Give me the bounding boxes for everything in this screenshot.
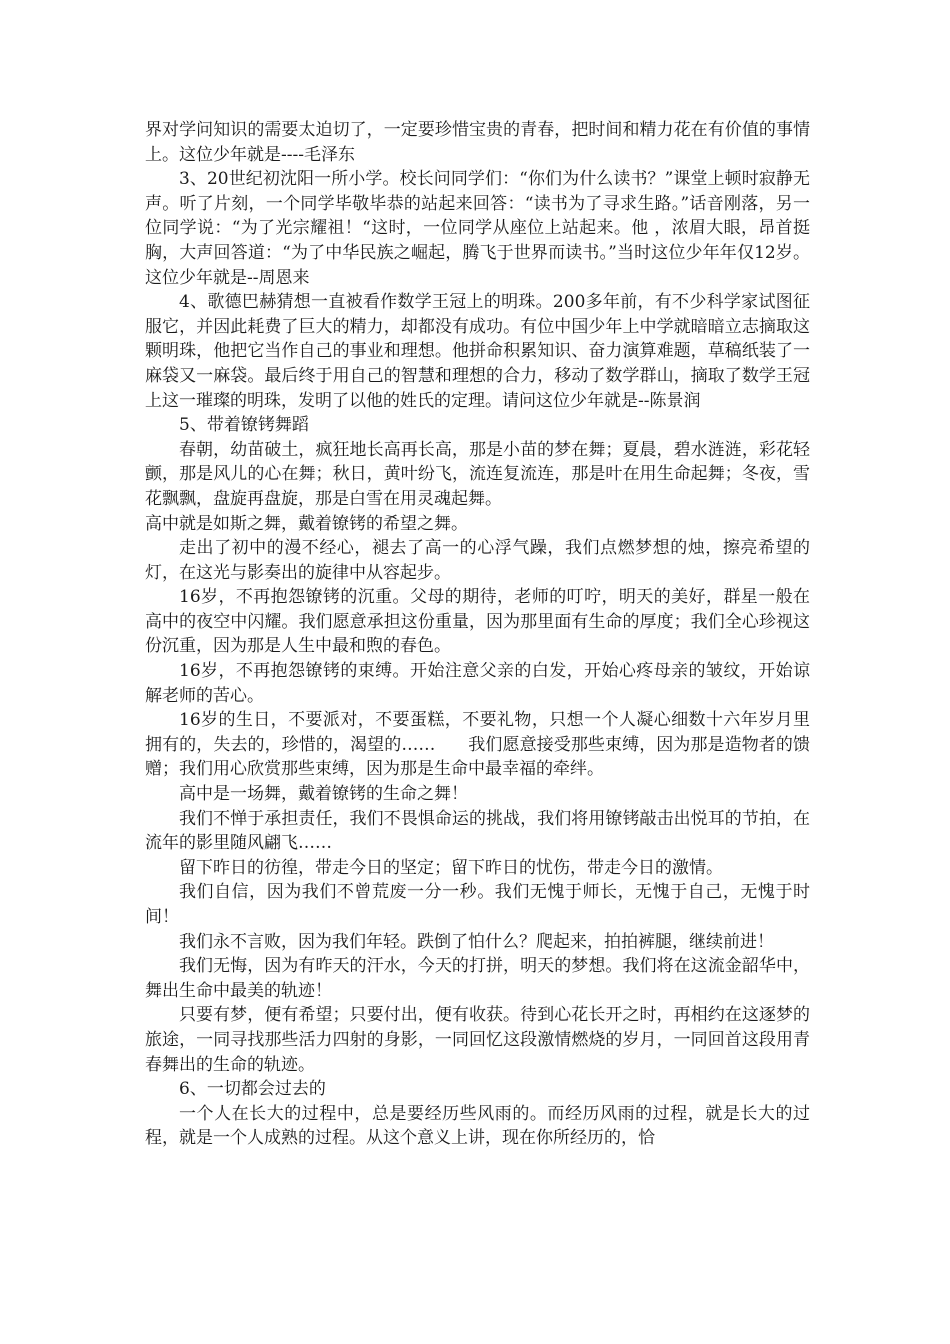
paragraph-growing-up: 一个人在长大的过程中，总是要经历些风雨的。而经历风雨的过程，就是长大的过程，就是一个人成熟的过程。从这个意义上讲，现在你所经历的，恰 xyxy=(145,1103,810,1149)
paragraph-dream-hope: 只要有梦，便有希望；只要付出，便有收获。待到心花长开之时，再相约在这逐梦的旅途，一同寻找那些活力四射的身影，一同回忆这段激情燃烧的岁月，一同回首这段用青春舞出的生命的轨迹。 xyxy=(145,1005,810,1075)
paragraph-walk-out: 走出了初中的漫不经心，褪去了高一的心浮气躁，我们点燃梦想的烛，擦亮希望的灯，在这光与影奏出的旋律中从容起步。 xyxy=(145,538,810,583)
paragraph-leave-yesterday: 留下昨日的彷徨，带走今日的坚定；留下昨日的忧伤，带走今日的激情。 xyxy=(179,857,723,878)
paragraph-16-birthday: 16岁的生日，不要派对，不要蛋糕，不要礼物，只想一个人凝心细数十六年岁月里拥有的，失去的，珍惜的，渴望的…… 我们愿意接受那些束缚，因为那是造物者的馈赠；我们用心欣赏那些束缚，因为那是生命中最幸福的牵绊。 xyxy=(145,710,810,780)
section-heading-dance-in-shackles: 5、带着镣铐舞蹈 xyxy=(179,415,309,436)
paragraph-chen-jingrun: 4、歌德巴赫猜想一直被看作数学王冠上的明珠。200多年前，有不少科学家试图征服它，并因此耗费了巨大的精力，却都没有成功。有位中国少年上中学就暗暗立志摘取这颗明珠，他把它当作自己的事业和理想。他拼命积累知识、奋力演算难题，草稿纸装了一麻袋又一麻袋。最后终于用自己的智慧和理想的合力，移动了数学群山，摘取了数学王冠上这一璀璨的明珠，发明了以他的姓氏的定理。请问这位少年就是--陈景润 xyxy=(145,292,810,411)
paragraph-16-weight: 16岁，不再抱怨镣铐的沉重。父母的期待，老师的叮咛，明天的美好，群星一般在高中的夜空中闪耀。我们愿意承担这份重量，因为那里面有生命的厚度；我们全心珍视这份沉重，因为那是人生中最和煦的春色。 xyxy=(145,587,810,657)
paragraph-confident: 我们自信，因为我们不曾荒废一分一秒。我们无愧于师长，无愧于自己，无愧于时间！ xyxy=(145,882,810,927)
paragraph-seasons: 春朝，幼苗破土，疯狂地长高再长高，那是小苗的梦在舞；夏晨，碧水涟涟，彩花轻颤，那是风儿的心在舞；秋日，黄叶纷飞，流连复流连，那是叶在用生命起舞；冬夜，雪花飘飘，盘旋再盘旋，那是白雪在用灵魂起舞。 xyxy=(145,439,810,509)
paragraph-life-dance: 高中是一场舞，戴着镣铐的生命之舞！ xyxy=(179,784,468,805)
paragraph-zhou-enlai: 3、20世纪初沈阳一所小学。校长问同学们：“你们为什么读书？”课堂上顿时寂静无声。听了片刻，一个同学毕敬毕恭的站起来回答：“读书为了寻求生路。”话音刚落，另一位同学说：“为了光宗耀祖！“这时，一位同学从座位上站起来。他 ，浓眉大眼，昂首挺胸，大声回答道：“为了中华民族之崛起，腾飞于世界而读书。”当时这位少年年仅12岁。这位少年就是--周恩来 xyxy=(145,169,810,288)
paragraph-never-give-up: 我们永不言败，因为我们年轻。跌倒了怕什么？爬起来，拍拍裤腿，继续前进！ xyxy=(179,931,774,952)
paragraph-mao-zedong-end: 界对学问知识的需要太迫切了，一定要珍惜宝贵的青春，把时间和精力花在有价值的事情上。这位少年就是----毛泽东 xyxy=(145,120,810,165)
document-page xyxy=(145,118,810,1151)
paragraph-16-bonds: 16岁，不再抱怨镣铐的束缚。开始注意父亲的白发，开始心疼母亲的皱纹，开始谅解老师的苦心。 xyxy=(145,661,810,706)
paragraph-responsibility: 我们不惮于承担责任，我们不畏惧命运的挑战，我们将用镣铐敲击出悦耳的节拍，在流年的影里随风翩飞…… xyxy=(145,808,810,854)
section-heading-all-will-pass: 6、一切都会过去的 xyxy=(179,1079,326,1100)
paragraph-no-regret: 我们无悔，因为有昨天的汗水，今天的打拼，明天的梦想。我们将在这流金韶华中，舞出生命中最美的轨迹！ xyxy=(145,956,810,1001)
paragraph-high-school-dance: 高中就是如斯之舞，戴着镣铐的希望之舞。 xyxy=(145,513,468,534)
